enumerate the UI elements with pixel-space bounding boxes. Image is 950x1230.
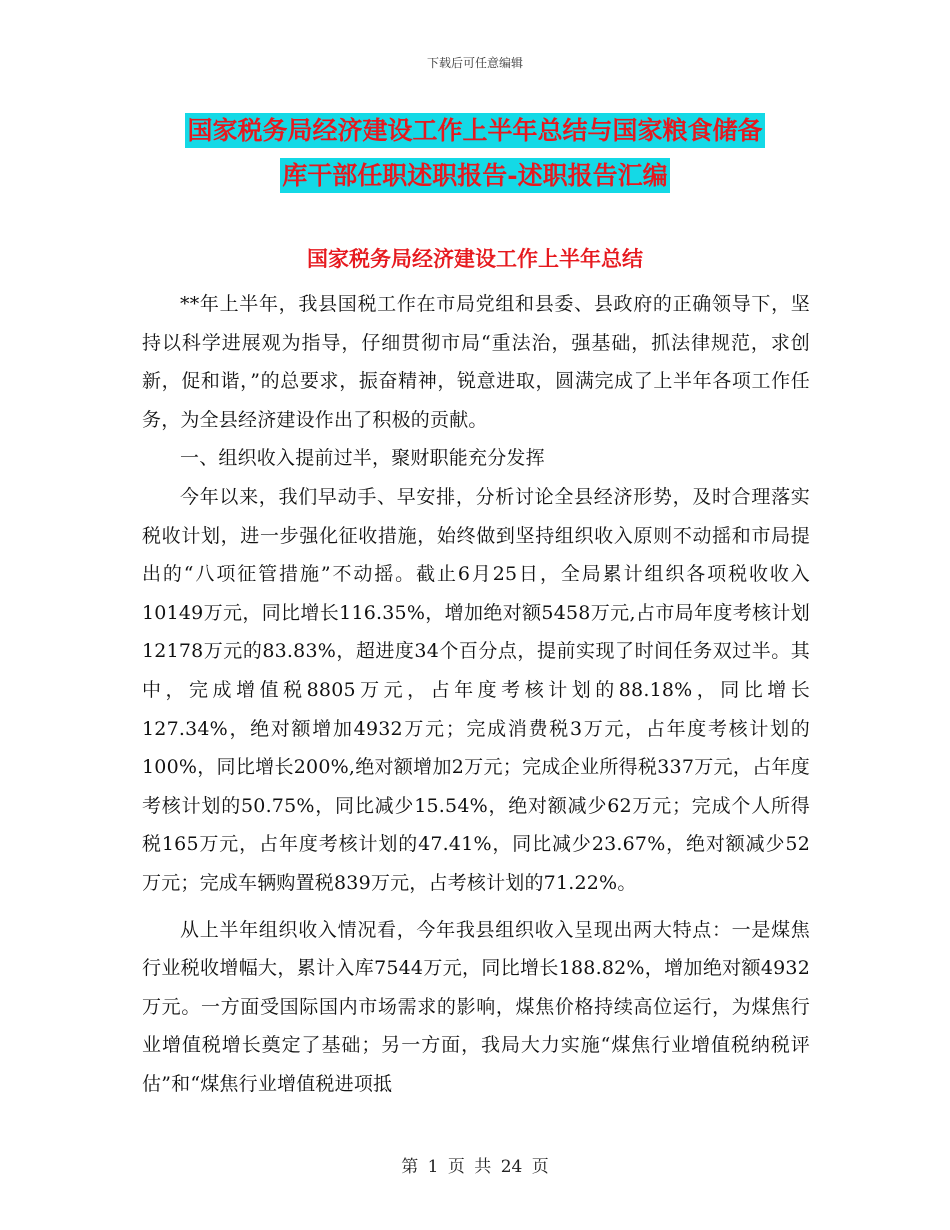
header-note: 下载后可任意编辑 <box>426 56 523 70</box>
paragraph-features: 从上半年组织收入情况看，今年我县组织收入呈现出两大特点：一是煤焦行业税收增幅大，累计入库7544万元，同比增长188.82%，增加绝对额4932万元。一方面受国际国内市场需求的影响，煤焦价格持续高位运行，为煤焦行业增值税增长奠定了基础；另一方面，我局大力实施“煤焦行业增值税纳税评估”和“煤焦行业增值税进项抵 <box>142 918 810 1095</box>
page-footer: 第 1 页 共 24 页 <box>401 1157 549 1177</box>
document-title-line-2 <box>0 153 950 198</box>
title-highlight-2: 库干部任职述职报告-述职报告汇编 <box>280 158 669 193</box>
document-body <box>142 285 810 1103</box>
document-title-line-1 <box>0 108 950 153</box>
paragraph-intro: **年上半年，我县国税工作在市局党组和县委、县政府的正确领导下，坚持以科学进展观为指导，仔细贯彻市局“重法治，强基础，抓法律规范，求创新，促和谐，”的总要求，振奋精神，锐意进取，圆满完成了上半年各项工作任务，为全县经济建设作出了积极的贡献。 <box>142 293 810 431</box>
paragraph-revenue: 今年以来，我们早动手、早安排，分析讨论全县经济形势，及时合理落实税收计划，进一步强化征收措施，始终做到坚持组织收入原则不动摇和市局提出的“八项征管措施”不动摇。截止6月25日，全局累计组织各项税收收入10149万元，同比增长116.35%，增加绝对额5458万元,占市局年度考核计划12178万元的83.83%，超进度34个百分点，提前实现了时间任务双过半。其中，完成增值税8805万元，占年度考核计划的88.18%，同比增长127.34%，绝对额增加4932万元；完成消费税3万元，占年度考核计划的100%，同比增长200%,绝对额增加2万元；完成企业所得税337万元，占年度考核计划的50.75%，同比减少15.54%，绝对额减少62万元；完成个人所得税165万元，占年度考核计划的47.41%，同比减少23.67%，绝对额减少52万元；完成车辆购置税839万元，占考核计划的71.22%。 <box>142 485 810 894</box>
section-title: 国家税务局经济建设工作上半年总结 <box>307 246 643 271</box>
paragraph-heading-1: 一、组织收入提前过半，聚财职能充分发挥 <box>180 447 545 470</box>
document-title <box>0 108 950 198</box>
title-highlight-1: 国家税务局经济建设工作上半年总结与国家粮食储备 <box>185 113 764 148</box>
